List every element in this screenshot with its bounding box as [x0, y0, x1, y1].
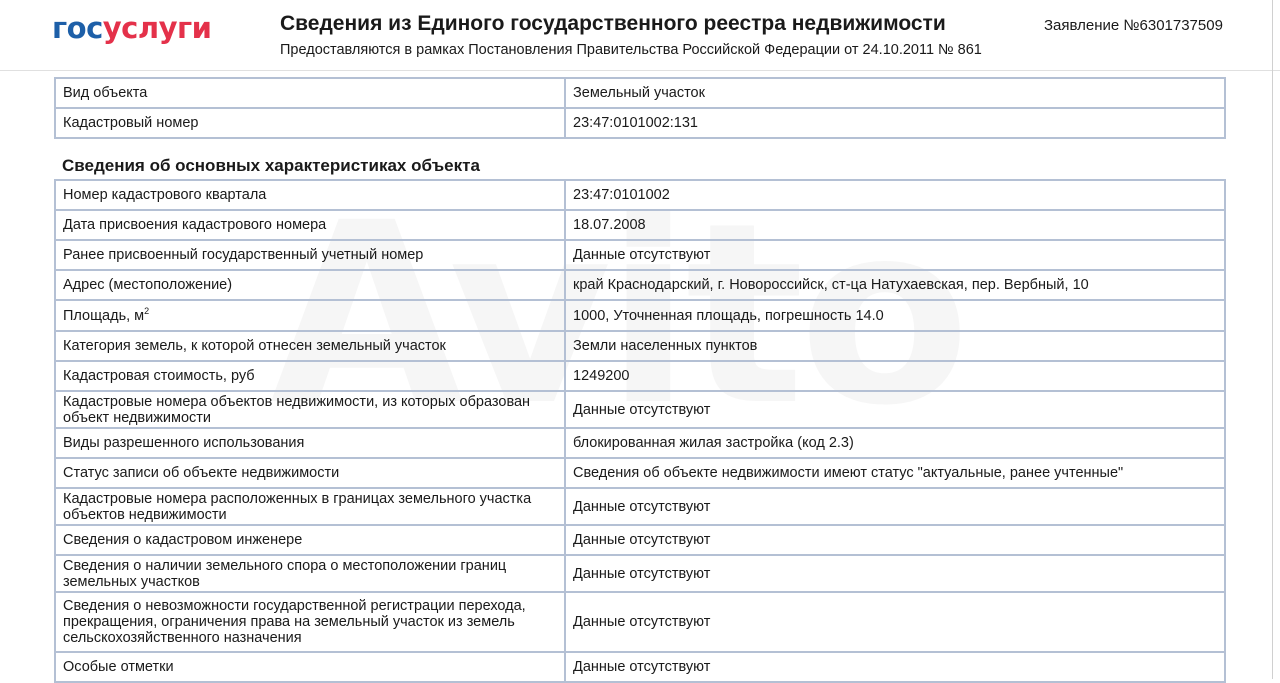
table-row [55, 555, 1225, 592]
row-value: Сведения об объекте недвижимости имеют статус "актуальные, ранее учтенные" [565, 458, 1225, 488]
object-table [54, 77, 1226, 139]
row-label: Сведения о невозможности государственной регистрации перехода, прекращения, ограничения права на земельный участок из земель сельскохозяйственного назначения [55, 592, 565, 652]
table-row [55, 361, 1225, 391]
table-row [55, 428, 1225, 458]
row-label: Сведения о кадастровом инженере [55, 525, 565, 555]
table-row [55, 270, 1225, 300]
document-subtitle: Предоставляются в рамках Постановления Правительства Российской Федерации от 24.10.2011 № 861 [280, 42, 982, 58]
table-row [55, 300, 1225, 331]
row-value: Земли населенных пунктов [565, 331, 1225, 361]
document-title: Сведения из Единого государственного реестра недвижимости [280, 12, 946, 35]
row-value: Земельный участок [565, 78, 1225, 108]
row-label: Площадь, $м^2$ [55, 300, 565, 331]
row-value: Данные отсутствуют [565, 391, 1225, 428]
row-value: 23:47:0101002 [565, 180, 1225, 210]
page-edge [1272, 0, 1273, 679]
row-label: Статус записи об объекте недвижимости [55, 458, 565, 488]
table-row [55, 592, 1225, 652]
row-value: Данные отсутствуют [565, 525, 1225, 555]
row-label: Особые отметки [55, 652, 565, 682]
row-value: 18.07.2008 [565, 210, 1225, 240]
row-label: Номер кадастрового квартала [55, 180, 565, 210]
table-row [55, 525, 1225, 555]
section-title: Сведения об основных характеристиках объекта [62, 156, 480, 175]
row-label: Дата присвоения кадастрового номера [55, 210, 565, 240]
row-label: Кадастровые номера расположенных в границах земельного участка объектов недвижимости [55, 488, 565, 525]
row-label: Кадастровый номер [55, 108, 565, 138]
row-label: Категория земель, к которой отнесен земельный участок [55, 331, 565, 361]
application-number: Заявление №6301737509 [1044, 17, 1223, 34]
table-row [55, 458, 1225, 488]
row-value: Данные отсутствуют [565, 240, 1225, 270]
row-value: Данные отсутствуют [565, 652, 1225, 682]
superscript: 2 [144, 305, 150, 316]
table-row [55, 652, 1225, 682]
table-row [55, 108, 1225, 138]
row-value: блокированная жилая застройка (код 2.3) [565, 428, 1225, 458]
table-row [55, 488, 1225, 525]
characteristics-table [54, 179, 1226, 683]
row-value: 23:47:0101002:131 [565, 108, 1225, 138]
row-label: Виды разрешенного использования [55, 428, 565, 458]
header-divider [0, 70, 1280, 71]
row-label: Сведения о наличии земельного спора о местоположении границ земельных участков [55, 555, 565, 592]
row-value: Данные отсутствуют [565, 488, 1225, 525]
table-row [55, 240, 1225, 270]
table-row [55, 180, 1225, 210]
row-label: Адрес (местоположение) [55, 270, 565, 300]
table-row [55, 78, 1225, 108]
row-label: Кадастровая стоимость, руб [55, 361, 565, 391]
gosuslugi-logo[interactable]: госуслуги [52, 11, 212, 45]
table-row [55, 210, 1225, 240]
row-value: Данные отсутствуют [565, 555, 1225, 592]
document-header [0, 0, 1280, 72]
table-row [55, 331, 1225, 361]
row-label: Кадастровые номера объектов недвижимости, из которых образован объект недвижимости [55, 391, 565, 428]
row-value: Данные отсутствуют [565, 592, 1225, 652]
row-value: край Краснодарский, г. Новороссийск, ст-ца Натухаевская, пер. Вербный, 10 [565, 270, 1225, 300]
row-label: Вид объекта [55, 78, 565, 108]
row-value: 1249200 [565, 361, 1225, 391]
row-label: Ранее присвоенный государственный учетный номер [55, 240, 565, 270]
table-row [55, 391, 1225, 428]
row-value: 1000, Уточненная площадь, погрешность 14.0 [565, 300, 1225, 331]
